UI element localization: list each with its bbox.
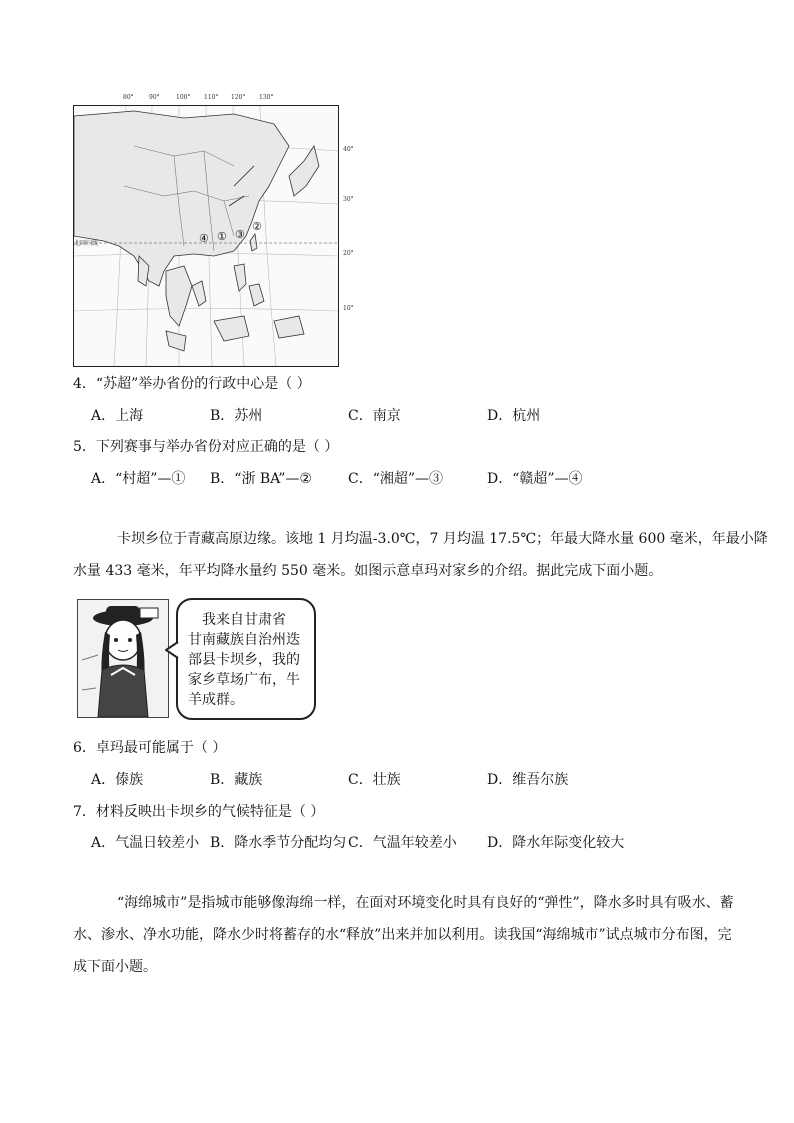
q4-option-d[interactable]: D．杭州 [487,408,541,424]
q4-option-c[interactable]: C．南京 [348,408,401,424]
bubble-line-4: 家乡草场广布，牛 [188,672,300,688]
lon-label-120: 120° [231,94,246,101]
lat-label-10: 10° [343,305,354,312]
q6-option-c[interactable]: C．壮族 [348,772,401,788]
q7-option-b[interactable]: B．降水季节分配均匀 [210,835,347,851]
lon-label-110: 110° [204,94,219,101]
q5-option-d[interactable]: D．“赣超”—④ [487,471,583,487]
q5-option-b[interactable]: B．“浙 BA”—② [210,471,312,487]
map-marker-1: ① [217,230,227,243]
q6-option-a[interactable]: A．傣族 [91,772,144,788]
tropic-label: 北回归线 [74,240,99,247]
passage2-line3: 成下面小题。 [73,959,157,975]
q4-option-a[interactable]: A．上海 [91,408,144,424]
speech-bubble-text [188,610,306,710]
lat-label-20: 20° [343,250,354,257]
passage2-line2: 水、渗水、净水功能，降水少时将蓄存的水“释放”出来并加以利用。读我国“海绵城市”试点城市分布图，完 [73,927,732,943]
passage2-line1: “海绵城市”是指城市能够像海绵一样，在面对环境变化时具有良好的“弹性”，降水多时具有吸水、蓄 [117,895,734,911]
lon-label-130: 130° [259,94,274,101]
lon-label-80: 80° [123,94,134,101]
passage1-line1: 卡坝乡位于青藏高原边缘。该地 1 月均温-3.0℃，7 月均温 17.5℃；年最大降水量 600 毫米，年最小降 [117,531,768,547]
q7-option-d[interactable]: D．降水年际变化较大 [487,835,625,851]
map-marker-4: ④ [199,232,209,245]
lon-label-100: 100° [176,94,191,101]
girl-drawing [78,600,168,717]
q7-option-a[interactable]: A．气温日较差小 [91,835,200,851]
girl-illustration [77,599,169,718]
q6-stem: 6．卓玛最可能属于（ ） [73,740,227,756]
map-marker-2: ② [252,220,262,233]
bubble-line-2: 甘南藏族自治州迭 [188,632,300,648]
q5-option-c[interactable]: C．“湘超”—③ [348,471,444,487]
map-marker-3: ③ [235,228,245,241]
q5-option-a[interactable]: A．“村超”—① [91,471,186,487]
q6-option-b[interactable]: B．藏族 [210,772,263,788]
q4-option-b[interactable]: B．苏州 [210,408,263,424]
q7-stem: 7．材料反映出卡坝乡的气候特征是（ ） [73,804,325,820]
passage1-line2: 水量 433 毫米，年平均降水量约 550 毫米。如图示意卓玛对家乡的介绍。据此完成下面小题。 [73,563,663,579]
q5-stem: 5．下列赛事与举办省份对应正确的是（ ） [73,439,339,455]
bubble-line-5: 羊成群。 [188,692,244,708]
speech-bubble-tail [165,640,179,660]
lat-label-40: 40° [343,146,354,153]
q6-option-d[interactable]: D．维吾尔族 [487,772,569,788]
lon-label-90: 90° [149,94,160,101]
lat-label-30: 30° [343,196,354,203]
q4-stem: 4．“苏超”举办省份的行政中心是（ ） [73,376,311,392]
q7-option-c[interactable]: C．气温年较差小 [348,835,457,851]
bubble-line-1: 我来自甘肃省 [202,612,286,628]
bubble-line-3: 部县卡坝乡，我的 [188,652,300,668]
